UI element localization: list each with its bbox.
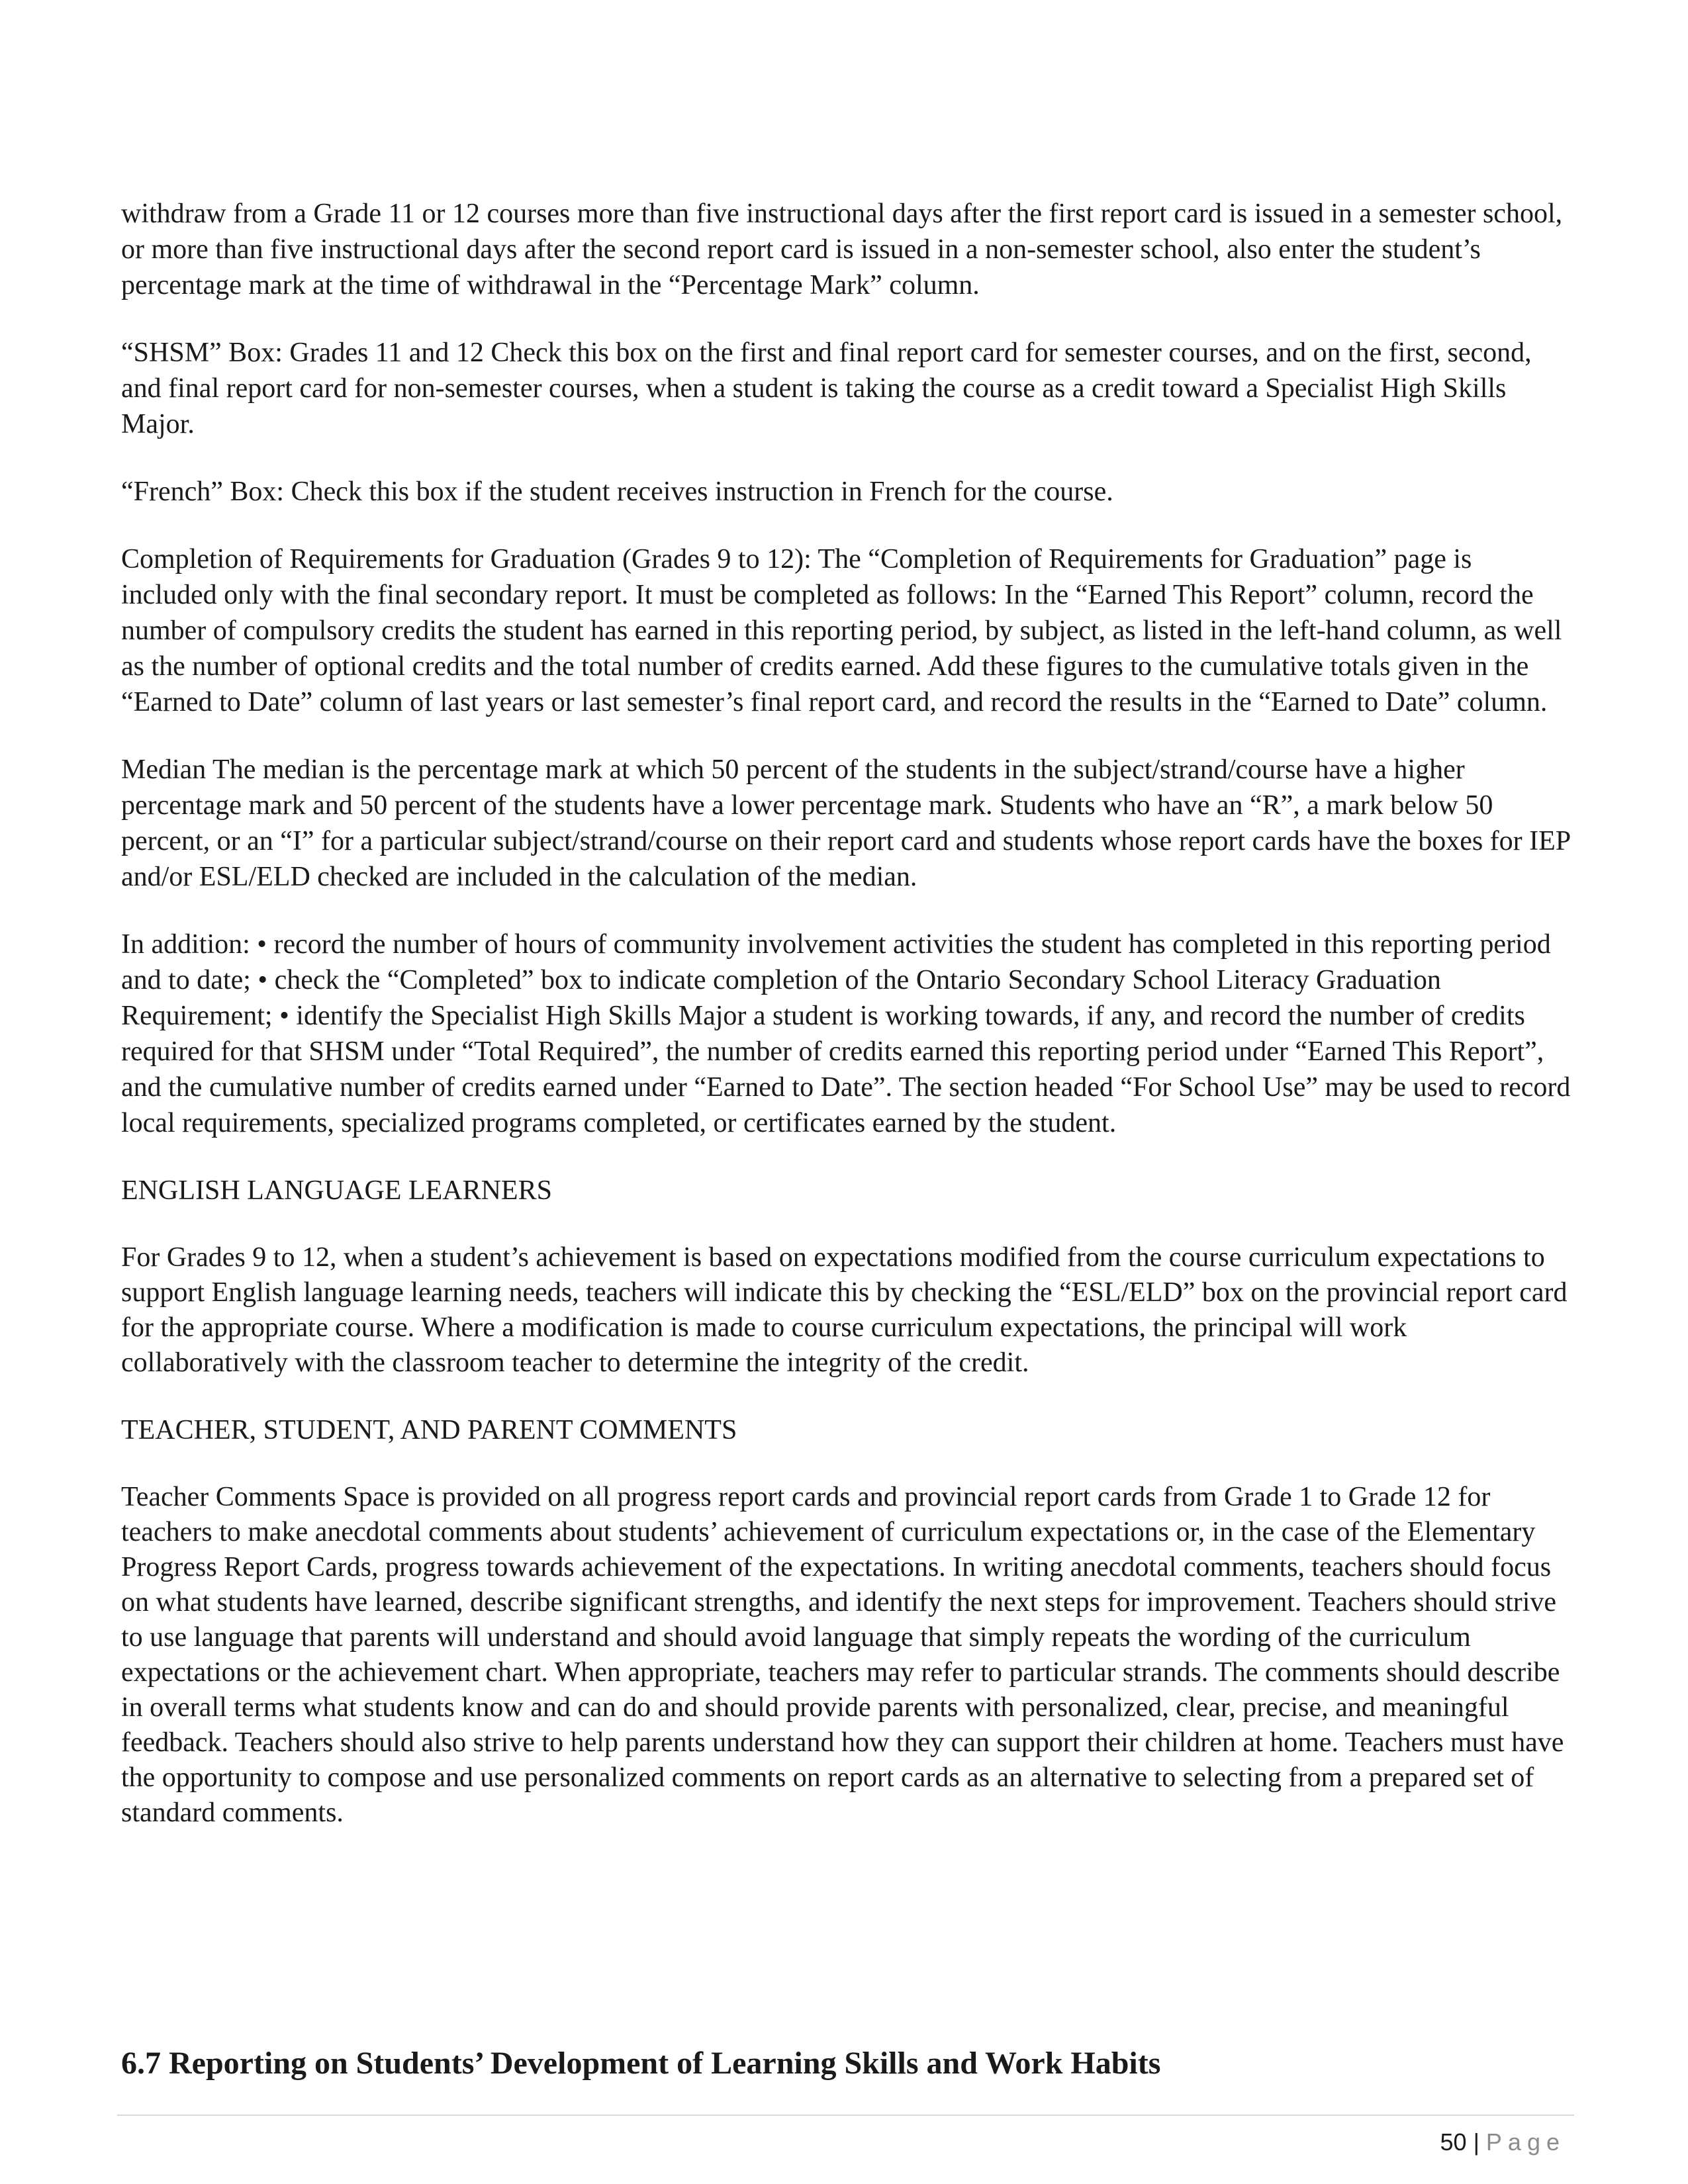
page-number: 50 bbox=[1440, 2128, 1467, 2156]
ell-heading: ENGLISH LANGUAGE LEARNERS bbox=[121, 1175, 552, 1206]
in-addition-paragraph: In addition: • record the number of hours of community involvement activities the student has completed in this reporting period and to date; • check the “Completed” box to indicate completion of the Ontario Secondary School Literacy Graduation Requirement; • identify the Specialist High Skills Major a student is working towards, if any, and record the number of credits required for that SHSM under “Total Required”, the number of credits earned this reporting period under “Earned This Report”, and the cumulative number of credits earned under “Earned to Date”. The section headed “For School Use” may be used to record local requirements, specialized programs completed, or certificates earned by the student. bbox=[121, 929, 1571, 1138]
page-footer bbox=[1440, 2128, 1566, 2157]
ell-paragraph: For Grades 9 to 12, when a student’s achievement is based on expectations modified from the course curriculum expectations to support English language learning needs, teachers will indicate this by checking the “ESL/ELD” box on the provincial report card for the appropriate course. Where a modification is made to course curriculum expectations, the principal will work collaboratively with the classroom teacher to determine the integrity of the credit. bbox=[121, 1242, 1568, 1378]
french-box-paragraph: “French” Box: Check this box if the student receives instruction in French for the course. bbox=[121, 477, 1113, 507]
completion-requirements-paragraph: Completion of Requirements for Graduation (Grades 9 to 12): The “Completion of Requirements for Graduation” page is included only with the final secondary report. It must be completed as follows: In the “Earned This Report” column, record the number of compulsory credits the student has earned in this reporting period, by subject, as listed in the left-hand column, as well as the number of optional credits and the total number of credits earned. Add these figures to the cumulative totals given in the “Earned to Date” column of last years or last semester’s final report card, and record the results in the “Earned to Date” column. bbox=[121, 544, 1562, 717]
comments-heading: TEACHER, STUDENT, AND PARENT COMMENTS bbox=[121, 1415, 737, 1445]
section-title: 6.7 Reporting on Students’ Development of Learning Skills and Work Habits bbox=[121, 2046, 1161, 2081]
document-body bbox=[121, 196, 1571, 1862]
median-paragraph: Median The median is the percentage mark at which 50 percent of the students in the subject/strand/course have a higher percentage mark and 50 percent of the students have a lower percentage mark. Students who have an “R”, a mark below 50 percent, or an “I” for a particular subject/strand/course on their report card and students whose report cards have the boxes for IEP and/or ESL/ELD checked are included in the calculation of the median. bbox=[121, 754, 1570, 892]
footer-divider bbox=[117, 2115, 1574, 2116]
footer-separator: | bbox=[1473, 2128, 1479, 2156]
shsm-box-paragraph: “SHSM” Box: Grades 11 and 12 Check this box on the first and final report card for semester courses, and on the first, second, and final report card for non-semester courses, when a student is taking the course as a credit toward a Specialist High Skills Major. bbox=[121, 338, 1532, 439]
teacher-comments-paragraph: Teacher Comments Space is provided on all progress report cards and provincial report cards from Grade 1 to Grade 12 for teachers to make anecdotal comments about students’ achievement of curriculum expectations or, in the case of the Elementary Progress Report Cards, progress towards achievement of the expectations. In writing anecdotal comments, teachers should focus on what students have learned, describe significant strengths, and identify the next steps for improvement. Teachers should strive to use language that parents will understand and should avoid language that simply repeats the wording of the curriculum expectations or the achievement chart. When appropriate, teachers may refer to particular strands. The comments should describe in overall terms what students know and can do and should provide parents with personalized, clear, precise, and meaningful feedback. Teachers should also strive to help parents understand how they can support their children at home. Teachers must have the opportunity to compose and use personalized comments on report cards as an alternative to selecting from a prepared set of standard comments. bbox=[121, 1482, 1564, 1828]
page-label: Page bbox=[1485, 2128, 1566, 2156]
withdraw-paragraph: withdraw from a Grade 11 or 12 courses more than five instructional days after the first report card is issued in a semester school, or more than five instructional days after the second report card is issued in a non-semester school, also enter the student’s percentage mark at the time of withdrawal in the “Percentage Mark” column. bbox=[121, 199, 1563, 300]
